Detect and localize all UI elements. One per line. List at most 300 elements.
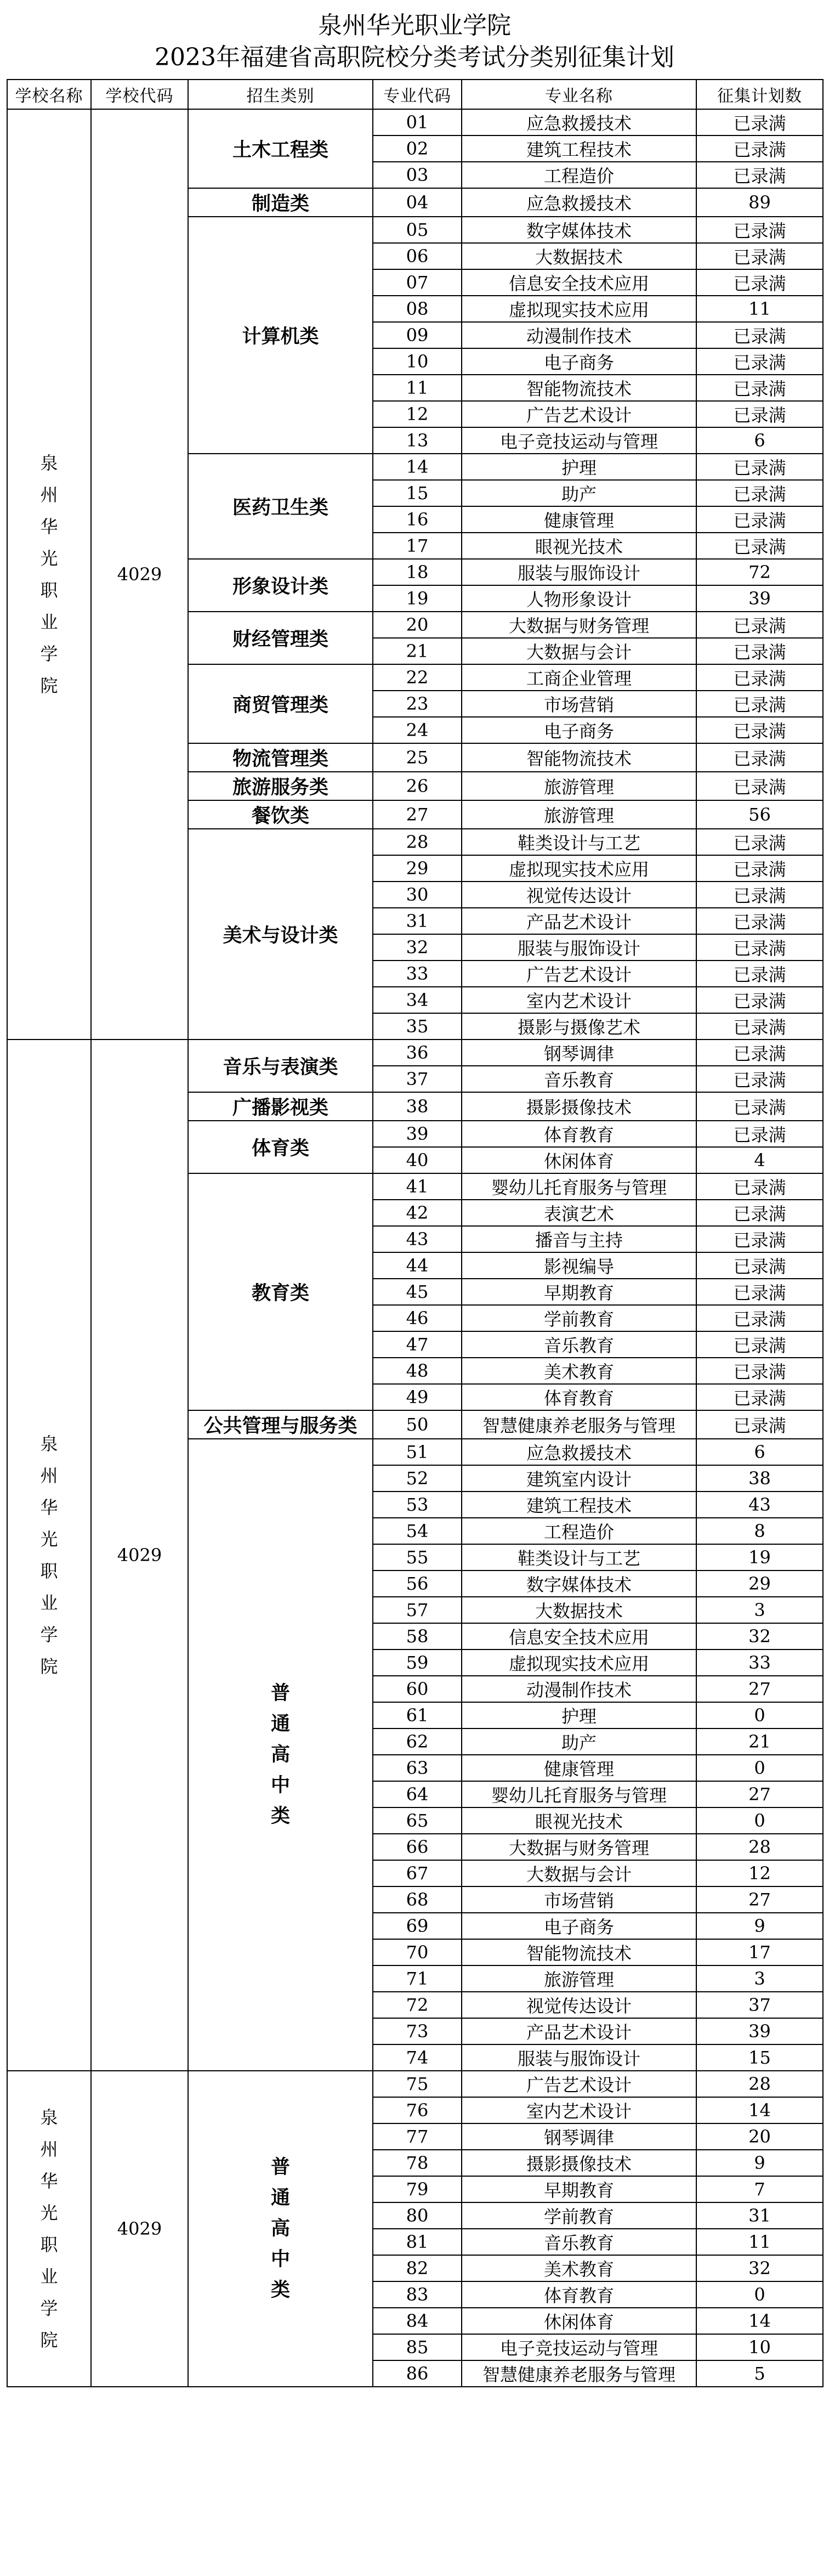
major-code-cell: 27	[373, 800, 462, 829]
quota-cell: 已录满	[696, 1305, 823, 1331]
major-code-cell: 29	[373, 855, 462, 882]
major-code-cell: 73	[373, 2018, 462, 2044]
school-name-cell	[7, 1040, 91, 2071]
quota-cell: 27	[696, 1676, 823, 1702]
major-code-cell: 04	[373, 188, 462, 217]
quota-cell: 已录满	[696, 934, 823, 961]
major-code-cell: 74	[373, 2044, 462, 2071]
major-code-cell: 79	[373, 2176, 462, 2202]
major-code-cell: 02	[373, 135, 462, 162]
quota-cell: 89	[696, 188, 823, 217]
quota-cell: 已录满	[696, 243, 823, 269]
school-name-cell	[7, 109, 91, 1040]
major-name-cell: 体育教育	[462, 2281, 696, 2308]
school-name: 泉州华光职业学院	[40, 1433, 58, 1677]
major-name-cell: 动漫制作技术	[462, 1676, 696, 1702]
quota-cell: 72	[696, 559, 823, 585]
major-name-cell: 美术教育	[462, 1358, 696, 1384]
category-cell: 土木工程类	[188, 109, 373, 188]
major-name-cell: 电子商务	[462, 348, 696, 375]
major-code-cell: 80	[373, 2202, 462, 2229]
category-cell	[188, 1439, 373, 2071]
major-name-cell: 大数据与财务管理	[462, 612, 696, 638]
quota-cell: 已录满	[696, 1410, 823, 1439]
quota-cell: 39	[696, 2018, 823, 2044]
major-code-cell: 12	[373, 401, 462, 427]
major-code-cell: 58	[373, 1623, 462, 1649]
major-code-cell: 49	[373, 1384, 462, 1410]
major-code-cell: 33	[373, 961, 462, 987]
major-code-cell: 84	[373, 2308, 462, 2334]
major-code-cell: 44	[373, 1252, 462, 1279]
major-name-cell: 旅游管理	[462, 1965, 696, 1992]
major-name-cell: 室内艺术设计	[462, 987, 696, 1013]
major-name-cell: 摄影摄像技术	[462, 1092, 696, 1121]
school-code-cell: 4029	[91, 1040, 188, 2071]
major-code-cell: 81	[373, 2229, 462, 2255]
major-name-cell: 建筑工程技术	[462, 1492, 696, 1518]
header-major-code: 专业代码	[373, 80, 462, 109]
major-name-cell: 摄影摄像技术	[462, 2150, 696, 2176]
quota-cell: 已录满	[696, 1173, 823, 1200]
major-name-cell: 钢琴调律	[462, 2123, 696, 2150]
major-name-cell: 大数据技术	[462, 1597, 696, 1623]
quota-cell: 8	[696, 1518, 823, 1544]
quota-cell: 39	[696, 585, 823, 612]
quota-cell: 31	[696, 2202, 823, 2229]
major-code-cell: 63	[373, 1755, 462, 1781]
major-name-cell: 大数据技术	[462, 243, 696, 269]
category-cell: 美术与设计类	[188, 829, 373, 1040]
major-name-cell: 数字媒体技术	[462, 1571, 696, 1597]
major-name-cell: 鞋类设计与工艺	[462, 829, 696, 855]
category-cell: 制造类	[188, 188, 373, 217]
major-code-cell: 13	[373, 427, 462, 454]
quota-cell: 已录满	[696, 1121, 823, 1147]
major-name-cell: 建筑室内设计	[462, 1465, 696, 1492]
major-code-cell: 69	[373, 1913, 462, 1939]
quota-cell: 已录满	[696, 348, 823, 375]
quota-cell: 17	[696, 1939, 823, 1965]
category-name: 普通高中类	[270, 2156, 290, 2301]
major-code-cell: 52	[373, 1465, 462, 1492]
major-name-cell: 应急救援技术	[462, 109, 696, 135]
category-cell: 音乐与表演类	[188, 1040, 373, 1092]
table-body	[7, 109, 823, 2387]
major-code-cell: 35	[373, 1013, 462, 1040]
major-name-cell: 眼视光技术	[462, 1807, 696, 1834]
quota-cell: 14	[696, 2308, 823, 2334]
major-name-cell: 助产	[462, 480, 696, 506]
quota-cell: 29	[696, 1571, 823, 1597]
major-code-cell: 41	[373, 1173, 462, 1200]
quota-cell: 6	[696, 1439, 823, 1465]
major-code-cell: 28	[373, 829, 462, 855]
quota-cell: 已录满	[696, 322, 823, 348]
major-code-cell: 40	[373, 1147, 462, 1173]
school-name: 泉州华光职业学院	[40, 2107, 58, 2351]
quota-cell: 3	[696, 1965, 823, 1992]
major-code-cell: 19	[373, 585, 462, 612]
quota-cell: 已录满	[696, 638, 823, 664]
major-code-cell: 78	[373, 2150, 462, 2176]
major-code-cell: 06	[373, 243, 462, 269]
quota-cell: 11	[696, 296, 823, 322]
quota-cell: 已录满	[696, 375, 823, 401]
quota-cell: 已录满	[696, 691, 823, 717]
quota-cell: 已录满	[696, 217, 823, 243]
major-name-cell: 应急救援技术	[462, 188, 696, 217]
major-code-cell: 23	[373, 691, 462, 717]
quota-cell: 28	[696, 1834, 823, 1860]
quota-cell: 28	[696, 2071, 823, 2097]
quota-cell: 27	[696, 1781, 823, 1807]
table-row	[7, 2071, 823, 2097]
major-name-cell: 表演艺术	[462, 1200, 696, 1226]
quota-cell: 已录满	[696, 1331, 823, 1358]
quota-cell: 已录满	[696, 109, 823, 135]
header-school-code: 学校代码	[91, 80, 188, 109]
major-name-cell: 电子竞技运动与管理	[462, 2334, 696, 2360]
major-name-cell: 音乐教育	[462, 2229, 696, 2255]
quota-cell: 已录满	[696, 401, 823, 427]
major-name-cell: 广告艺术设计	[462, 401, 696, 427]
category-cell: 财经管理类	[188, 612, 373, 664]
major-code-cell: 77	[373, 2123, 462, 2150]
major-name-cell: 摄影与摄像艺术	[462, 1013, 696, 1040]
major-name-cell: 电子竞技运动与管理	[462, 427, 696, 454]
enrollment-plan-table	[7, 79, 824, 2387]
major-name-cell: 护理	[462, 1702, 696, 1728]
major-name-cell: 大数据与会计	[462, 1860, 696, 1886]
quota-cell: 已录满	[696, 506, 823, 533]
table-row	[7, 109, 823, 135]
major-code-cell: 66	[373, 1834, 462, 1860]
quota-cell: 已录满	[696, 743, 823, 772]
major-name-cell: 广告艺术设计	[462, 2071, 696, 2097]
quota-cell: 已录满	[696, 772, 823, 800]
quota-cell: 已录满	[696, 1279, 823, 1305]
major-name-cell: 美术教育	[462, 2255, 696, 2281]
major-code-cell: 30	[373, 882, 462, 908]
header-major-name: 专业名称	[462, 80, 696, 109]
quota-cell: 10	[696, 2334, 823, 2360]
major-name-cell: 早期教育	[462, 1279, 696, 1305]
major-code-cell: 14	[373, 454, 462, 480]
quota-cell: 0	[696, 1755, 823, 1781]
major-name-cell: 信息安全技术应用	[462, 269, 696, 296]
quota-cell: 已录满	[696, 1013, 823, 1040]
quota-cell: 已录满	[696, 533, 823, 559]
quota-cell: 21	[696, 1728, 823, 1755]
quota-cell: 已录满	[696, 1358, 823, 1384]
major-name-cell: 智能物流技术	[462, 375, 696, 401]
major-name-cell: 应急救援技术	[462, 1439, 696, 1465]
major-name-cell: 休闲体育	[462, 1147, 696, 1173]
category-cell: 餐饮类	[188, 800, 373, 829]
major-code-cell: 21	[373, 638, 462, 664]
category-cell: 广播影视类	[188, 1092, 373, 1121]
major-name-cell: 助产	[462, 1728, 696, 1755]
quota-cell: 已录满	[696, 961, 823, 987]
major-name-cell: 虚拟现实技术应用	[462, 296, 696, 322]
major-code-cell: 32	[373, 934, 462, 961]
quota-cell: 3	[696, 1597, 823, 1623]
major-name-cell: 广告艺术设计	[462, 961, 696, 987]
quota-cell: 已录满	[696, 908, 823, 934]
category-cell: 计算机类	[188, 217, 373, 454]
major-code-cell: 26	[373, 772, 462, 800]
table-row	[7, 1040, 823, 1066]
major-name-cell: 早期教育	[462, 2176, 696, 2202]
major-name-cell: 播音与主持	[462, 1226, 696, 1252]
major-name-cell: 旅游管理	[462, 800, 696, 829]
major-code-cell: 38	[373, 1092, 462, 1121]
major-name-cell: 婴幼儿托育服务与管理	[462, 1173, 696, 1200]
major-code-cell: 18	[373, 559, 462, 585]
major-name-cell: 信息安全技术应用	[462, 1623, 696, 1649]
quota-cell: 56	[696, 800, 823, 829]
quota-cell: 已录满	[696, 1040, 823, 1066]
quota-cell: 已录满	[696, 269, 823, 296]
quota-cell: 27	[696, 1886, 823, 1913]
major-name-cell: 电子商务	[462, 1913, 696, 1939]
quota-cell: 12	[696, 1860, 823, 1886]
quota-cell: 14	[696, 2097, 823, 2123]
quota-cell: 已录满	[696, 882, 823, 908]
major-code-cell: 50	[373, 1410, 462, 1439]
major-name-cell: 智能物流技术	[462, 743, 696, 772]
major-name-cell: 产品艺术设计	[462, 908, 696, 934]
major-code-cell: 61	[373, 1702, 462, 1728]
major-code-cell: 60	[373, 1676, 462, 1702]
major-name-cell: 音乐教育	[462, 1066, 696, 1092]
major-code-cell: 08	[373, 296, 462, 322]
table-header-row	[7, 80, 823, 109]
major-code-cell: 75	[373, 2071, 462, 2097]
major-code-cell: 07	[373, 269, 462, 296]
major-name-cell: 工程造价	[462, 1518, 696, 1544]
major-code-cell: 45	[373, 1279, 462, 1305]
major-name-cell: 音乐教育	[462, 1331, 696, 1358]
major-name-cell: 市场营销	[462, 691, 696, 717]
category-cell: 医药卫生类	[188, 454, 373, 559]
major-name-cell: 大数据与财务管理	[462, 1834, 696, 1860]
major-name-cell: 体育教育	[462, 1121, 696, 1147]
major-code-cell: 64	[373, 1781, 462, 1807]
quota-cell: 已录满	[696, 1226, 823, 1252]
major-code-cell: 56	[373, 1571, 462, 1597]
major-code-cell: 70	[373, 1939, 462, 1965]
major-code-cell: 76	[373, 2097, 462, 2123]
major-name-cell: 护理	[462, 454, 696, 480]
major-name-cell: 鞋类设计与工艺	[462, 1544, 696, 1571]
header-category: 招生类别	[188, 80, 373, 109]
major-name-cell: 数字媒体技术	[462, 217, 696, 243]
major-code-cell: 31	[373, 908, 462, 934]
quota-cell: 已录满	[696, 1252, 823, 1279]
major-name-cell: 婴幼儿托育服务与管理	[462, 1781, 696, 1807]
major-code-cell: 65	[373, 1807, 462, 1834]
major-code-cell: 10	[373, 348, 462, 375]
quota-cell: 32	[696, 2255, 823, 2281]
major-code-cell: 68	[373, 1886, 462, 1913]
category-cell: 旅游服务类	[188, 772, 373, 800]
major-code-cell: 42	[373, 1200, 462, 1226]
major-code-cell: 22	[373, 664, 462, 691]
major-name-cell: 市场营销	[462, 1886, 696, 1913]
major-name-cell: 服装与服饰设计	[462, 2044, 696, 2071]
quota-cell: 已录满	[696, 987, 823, 1013]
major-code-cell: 09	[373, 322, 462, 348]
major-name-cell: 服装与服饰设计	[462, 559, 696, 585]
major-name-cell: 人物形象设计	[462, 585, 696, 612]
major-code-cell: 48	[373, 1358, 462, 1384]
school-name-cell	[7, 2071, 91, 2387]
school-code-cell: 4029	[91, 109, 188, 1040]
quota-cell: 已录满	[696, 480, 823, 506]
category-cell: 公共管理与服务类	[188, 1410, 373, 1439]
major-name-cell: 大数据与会计	[462, 638, 696, 664]
document-subtitle: 2023年福建省高职院校分类考试分类别征集计划	[155, 43, 674, 71]
major-name-cell: 休闲体育	[462, 2308, 696, 2334]
major-name-cell: 钢琴调律	[462, 1040, 696, 1066]
school-name: 泉州华光职业学院	[40, 453, 58, 696]
major-name-cell: 服装与服饰设计	[462, 934, 696, 961]
major-name-cell: 虚拟现实技术应用	[462, 1649, 696, 1676]
document-title: 泉州华光职业学院	[318, 12, 511, 39]
quota-cell: 已录满	[696, 162, 823, 188]
major-name-cell: 智慧健康养老服务与管理	[462, 1410, 696, 1439]
major-name-cell: 体育教育	[462, 1384, 696, 1410]
school-code-cell: 4029	[91, 2071, 188, 2387]
major-name-cell: 动漫制作技术	[462, 322, 696, 348]
category-cell: 商贸管理类	[188, 664, 373, 743]
major-name-cell: 健康管理	[462, 506, 696, 533]
major-code-cell: 11	[373, 375, 462, 401]
major-code-cell: 15	[373, 480, 462, 506]
major-name-cell: 影视编导	[462, 1252, 696, 1279]
major-name-cell: 电子商务	[462, 717, 696, 743]
category-cell	[188, 2071, 373, 2387]
quota-cell: 已录满	[696, 135, 823, 162]
major-name-cell: 智慧健康养老服务与管理	[462, 2360, 696, 2387]
quota-cell: 已录满	[696, 1384, 823, 1410]
quota-cell: 已录满	[696, 454, 823, 480]
quota-cell: 已录满	[696, 855, 823, 882]
quota-cell: 43	[696, 1492, 823, 1518]
major-code-cell: 43	[373, 1226, 462, 1252]
major-code-cell: 34	[373, 987, 462, 1013]
quota-cell: 20	[696, 2123, 823, 2150]
quota-cell: 6	[696, 427, 823, 454]
quota-cell: 33	[696, 1649, 823, 1676]
quota-cell: 32	[696, 1623, 823, 1649]
major-code-cell: 03	[373, 162, 462, 188]
quota-cell: 0	[696, 1807, 823, 1834]
major-code-cell: 24	[373, 717, 462, 743]
major-name-cell: 工程造价	[462, 162, 696, 188]
major-name-cell: 眼视光技术	[462, 533, 696, 559]
major-name-cell: 虚拟现实技术应用	[462, 855, 696, 882]
major-code-cell: 62	[373, 1728, 462, 1755]
major-code-cell: 39	[373, 1121, 462, 1147]
quota-cell: 7	[696, 2176, 823, 2202]
major-code-cell: 71	[373, 1965, 462, 1992]
category-cell: 教育类	[188, 1173, 373, 1410]
quota-cell: 0	[696, 2281, 823, 2308]
major-code-cell: 59	[373, 1649, 462, 1676]
quota-cell: 37	[696, 1992, 823, 2018]
major-name-cell: 工商企业管理	[462, 664, 696, 691]
quota-cell: 已录满	[696, 1200, 823, 1226]
category-cell: 物流管理类	[188, 743, 373, 772]
major-code-cell: 83	[373, 2281, 462, 2308]
major-code-cell: 57	[373, 1597, 462, 1623]
major-name-cell: 产品艺术设计	[462, 2018, 696, 2044]
category-cell: 体育类	[188, 1121, 373, 1173]
major-code-cell: 53	[373, 1492, 462, 1518]
major-code-cell: 20	[373, 612, 462, 638]
quota-cell: 4	[696, 1147, 823, 1173]
quota-cell: 38	[696, 1465, 823, 1492]
major-name-cell: 旅游管理	[462, 772, 696, 800]
quota-cell: 已录满	[696, 1066, 823, 1092]
quota-cell: 9	[696, 1913, 823, 1939]
major-code-cell: 67	[373, 1860, 462, 1886]
category-cell: 形象设计类	[188, 559, 373, 612]
major-code-cell: 25	[373, 743, 462, 772]
major-code-cell: 72	[373, 1992, 462, 2018]
quota-cell: 已录满	[696, 829, 823, 855]
major-name-cell: 视觉传达设计	[462, 1992, 696, 2018]
major-code-cell: 82	[373, 2255, 462, 2281]
quota-cell: 19	[696, 1544, 823, 1571]
major-name-cell: 学前教育	[462, 2202, 696, 2229]
quota-cell: 9	[696, 2150, 823, 2176]
major-name-cell: 视觉传达设计	[462, 882, 696, 908]
major-code-cell: 54	[373, 1518, 462, 1544]
major-code-cell: 16	[373, 506, 462, 533]
quota-cell: 已录满	[696, 664, 823, 691]
quota-cell: 15	[696, 2044, 823, 2071]
major-name-cell: 健康管理	[462, 1755, 696, 1781]
major-name-cell: 室内艺术设计	[462, 2097, 696, 2123]
quota-cell: 0	[696, 1702, 823, 1728]
major-code-cell: 51	[373, 1439, 462, 1465]
quota-cell: 已录满	[696, 612, 823, 638]
major-code-cell: 86	[373, 2360, 462, 2387]
major-name-cell: 建筑工程技术	[462, 135, 696, 162]
category-name: 普通高中类	[270, 1682, 290, 1827]
major-name-cell: 学前教育	[462, 1305, 696, 1331]
major-name-cell: 智能物流技术	[462, 1939, 696, 1965]
major-code-cell: 47	[373, 1331, 462, 1358]
header-school-name: 学校名称	[7, 80, 91, 109]
quota-cell: 11	[696, 2229, 823, 2255]
quota-cell: 已录满	[696, 1092, 823, 1121]
major-code-cell: 85	[373, 2334, 462, 2360]
major-code-cell: 36	[373, 1040, 462, 1066]
major-code-cell: 05	[373, 217, 462, 243]
major-code-cell: 37	[373, 1066, 462, 1092]
major-code-cell: 01	[373, 109, 462, 135]
major-code-cell: 55	[373, 1544, 462, 1571]
header-quota: 征集计划数	[696, 80, 823, 109]
quota-cell: 已录满	[696, 717, 823, 743]
quota-cell: 5	[696, 2360, 823, 2387]
major-code-cell: 46	[373, 1305, 462, 1331]
